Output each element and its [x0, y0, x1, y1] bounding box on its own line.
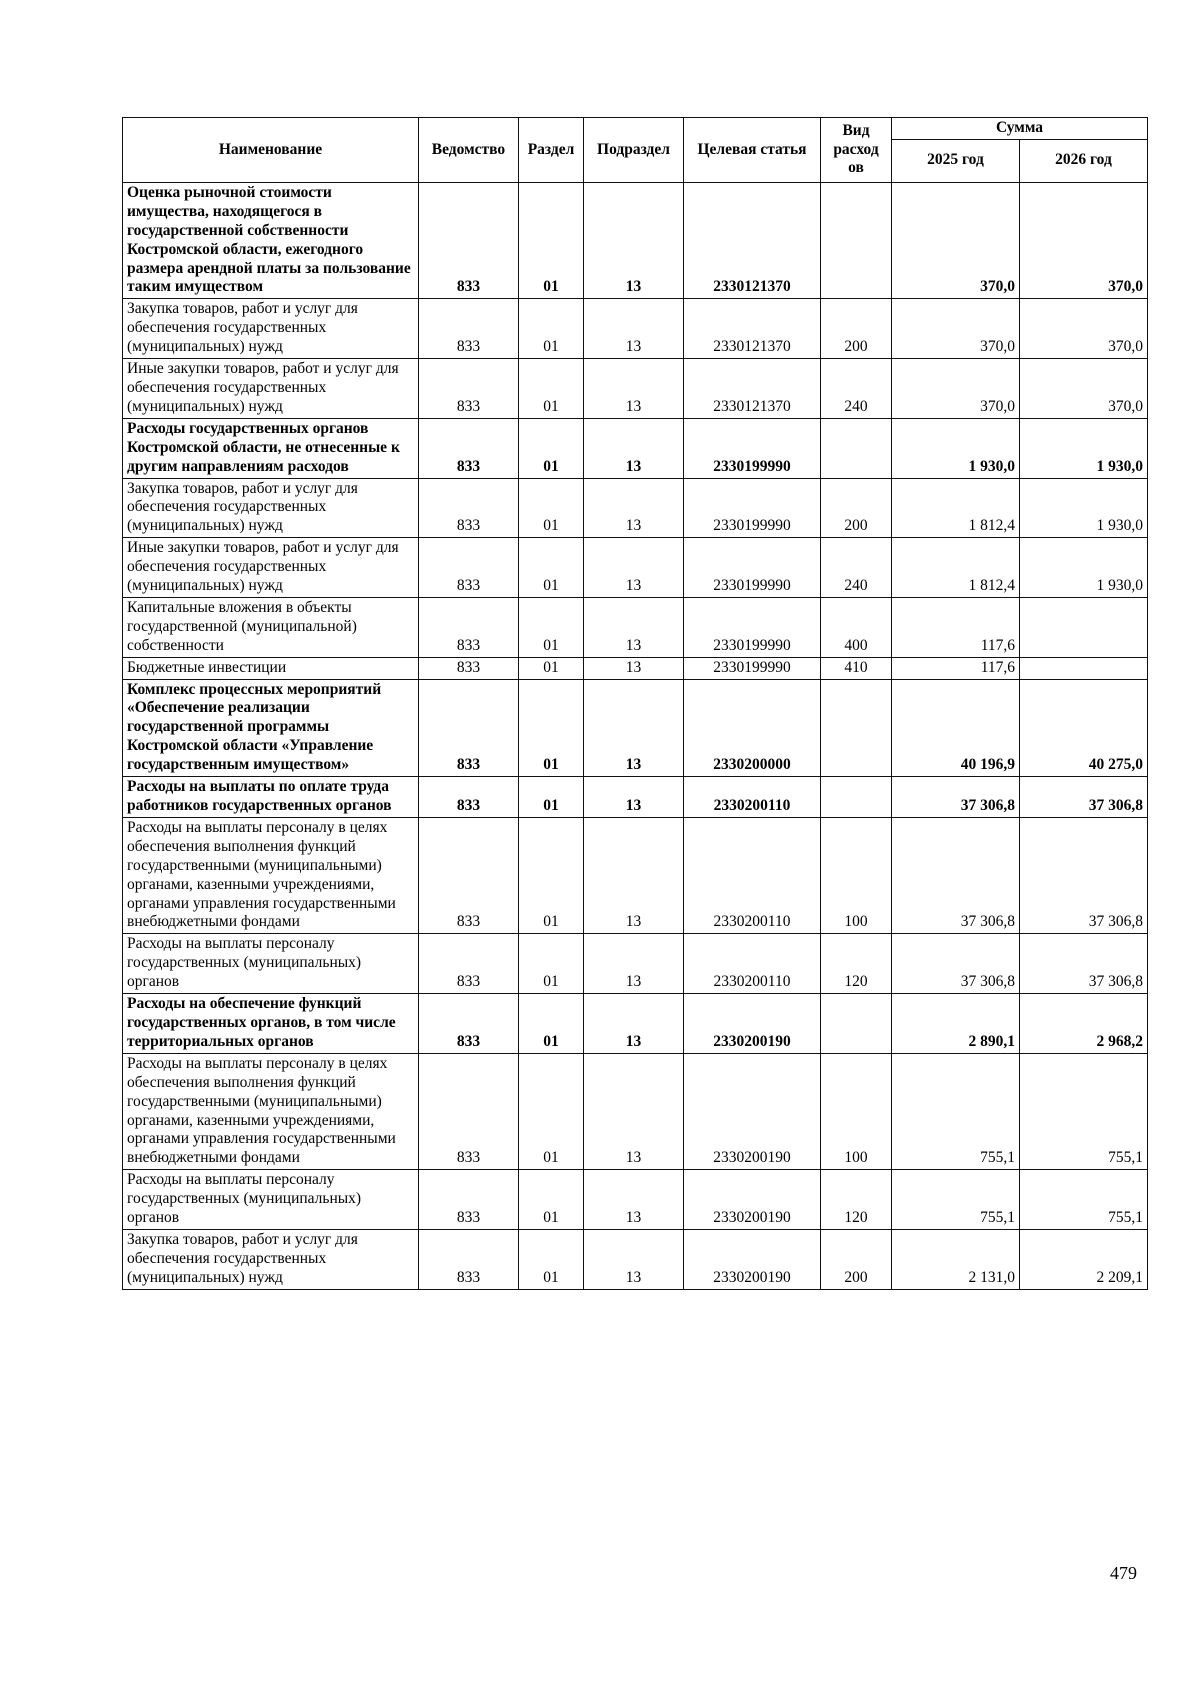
row-expense-type-cell: 400 — [821, 597, 892, 657]
header-subsection: Подраздел — [584, 118, 684, 183]
row-name-cell: Иные закупки товаров, работ и услуг для обеспечения государственных (муниципальных) нужд — [123, 538, 419, 598]
row-department-cell: 833 — [419, 657, 519, 679]
row-section-cell: 01 — [519, 182, 584, 298]
row-department-cell: 833 — [419, 679, 519, 777]
row-section-cell: 01 — [519, 657, 584, 679]
row-expense-type-cell — [821, 994, 892, 1054]
row-department-cell: 833 — [419, 1053, 519, 1169]
table-row — [123, 597, 1148, 657]
row-department-cell: 833 — [419, 597, 519, 657]
row-name-cell: Закупка товаров, работ и услуг для обеспечения государственных (муниципальных) нужд — [123, 478, 419, 538]
row-subsection-cell: 13 — [584, 299, 684, 359]
row-target-article-cell: 2330199990 — [684, 418, 821, 478]
row-name-cell: Расходы на выплаты по оплате труда работников государственных органов — [123, 777, 419, 818]
table-row — [123, 359, 1148, 419]
header-year-2025: 2025 год — [892, 139, 1020, 182]
row-sum-2025-cell: 1 930,0 — [892, 418, 1020, 478]
row-section-cell: 01 — [519, 597, 584, 657]
row-department-cell: 833 — [419, 1229, 519, 1289]
row-sum-2026-cell: 1 930,0 — [1020, 478, 1148, 538]
row-department-cell: 833 — [419, 182, 519, 298]
row-sum-2025-cell: 370,0 — [892, 359, 1020, 419]
row-name-cell: Расходы государственных органов Костромской области, не отнесенные к другим направлениям расходов — [123, 418, 419, 478]
row-target-article-cell: 2330199990 — [684, 657, 821, 679]
row-target-article-cell: 2330199990 — [684, 478, 821, 538]
row-section-cell: 01 — [519, 538, 584, 598]
row-target-article-cell: 2330121370 — [684, 299, 821, 359]
header-section: Раздел — [519, 118, 584, 183]
row-subsection-cell: 13 — [584, 478, 684, 538]
row-subsection-cell: 13 — [584, 182, 684, 298]
row-name-cell: Закупка товаров, работ и услуг для обеспечения государственных (муниципальных) нужд — [123, 299, 419, 359]
row-sum-2025-cell: 370,0 — [892, 182, 1020, 298]
row-section-cell: 01 — [519, 679, 584, 777]
row-subsection-cell: 13 — [584, 359, 684, 419]
header-expense-type: Вид расход ов — [821, 118, 892, 183]
row-subsection-cell: 13 — [584, 538, 684, 598]
row-name-cell: Иные закупки товаров, работ и услуг для обеспечения государственных (муниципальных) нужд — [123, 359, 419, 419]
row-expense-type-cell: 120 — [821, 1170, 892, 1230]
row-subsection-cell: 13 — [584, 1229, 684, 1289]
row-subsection-cell: 13 — [584, 418, 684, 478]
row-section-cell: 01 — [519, 817, 584, 933]
row-name-cell: Закупка товаров, работ и услуг для обеспечения государственных (муниципальных) нужд — [123, 1229, 419, 1289]
row-sum-2025-cell: 755,1 — [892, 1170, 1020, 1230]
row-target-article-cell: 2330200110 — [684, 777, 821, 818]
table-row — [123, 679, 1148, 777]
row-subsection-cell: 13 — [584, 1170, 684, 1230]
table-row — [123, 478, 1148, 538]
table-body — [123, 182, 1148, 1289]
row-subsection-cell: 13 — [584, 1053, 684, 1169]
row-subsection-cell: 13 — [584, 657, 684, 679]
row-sum-2026-cell: 755,1 — [1020, 1053, 1148, 1169]
row-name-cell: Расходы на выплаты персоналу в целях обеспечения выполнения функций государственными (муниципальными) органами, казенными учреждениями, органами управления государственными внебюджетными фондами — [123, 1053, 419, 1169]
row-sum-2026-cell: 370,0 — [1020, 182, 1148, 298]
row-sum-2026-cell: 37 306,8 — [1020, 934, 1148, 994]
row-sum-2026-cell: 37 306,8 — [1020, 777, 1148, 818]
row-expense-type-cell — [821, 418, 892, 478]
row-sum-2026-cell: 40 275,0 — [1020, 679, 1148, 777]
row-sum-2025-cell: 37 306,8 — [892, 817, 1020, 933]
row-target-article-cell: 2330121370 — [684, 182, 821, 298]
row-sum-2025-cell: 1 812,4 — [892, 478, 1020, 538]
row-sum-2025-cell: 37 306,8 — [892, 934, 1020, 994]
table-row — [123, 777, 1148, 818]
table-row — [123, 1229, 1148, 1289]
row-section-cell: 01 — [519, 994, 584, 1054]
header-department: Ведомство — [419, 118, 519, 183]
row-sum-2025-cell: 755,1 — [892, 1053, 1020, 1169]
table-header — [123, 118, 1148, 183]
table-row — [123, 817, 1148, 933]
row-sum-2025-cell: 37 306,8 — [892, 777, 1020, 818]
row-section-cell: 01 — [519, 1229, 584, 1289]
row-section-cell: 01 — [519, 1170, 584, 1230]
row-target-article-cell: 2330200110 — [684, 934, 821, 994]
row-subsection-cell: 13 — [584, 994, 684, 1054]
row-name-cell: Оценка рыночной стоимости имущества, находящегося в государственной собственности Костромской области, ежегодного размера арендной платы за пользование таким имуществом — [123, 182, 419, 298]
row-subsection-cell: 13 — [584, 777, 684, 818]
row-expense-type-cell: 240 — [821, 359, 892, 419]
row-sum-2026-cell: 1 930,0 — [1020, 538, 1148, 598]
table-row — [123, 657, 1148, 679]
row-expense-type-cell: 200 — [821, 478, 892, 538]
table-row — [123, 538, 1148, 598]
header-year-2026: 2026 год — [1020, 139, 1148, 182]
row-sum-2025-cell: 2 890,1 — [892, 994, 1020, 1054]
row-department-cell: 833 — [419, 934, 519, 994]
row-expense-type-cell — [821, 679, 892, 777]
row-sum-2025-cell: 1 812,4 — [892, 538, 1020, 598]
row-department-cell: 833 — [419, 1170, 519, 1230]
row-department-cell: 833 — [419, 359, 519, 419]
row-subsection-cell: 13 — [584, 597, 684, 657]
row-name-cell: Расходы на выплаты персоналу государственных (муниципальных) органов — [123, 934, 419, 994]
row-sum-2026-cell: 755,1 — [1020, 1170, 1148, 1230]
header-name: Наименование — [123, 118, 419, 183]
row-expense-type-cell: 120 — [821, 934, 892, 994]
row-target-article-cell: 2330200190 — [684, 1170, 821, 1230]
row-sum-2026-cell: 370,0 — [1020, 359, 1148, 419]
row-target-article-cell: 2330200190 — [684, 994, 821, 1054]
table-row — [123, 934, 1148, 994]
row-department-cell: 833 — [419, 299, 519, 359]
row-department-cell: 833 — [419, 777, 519, 818]
row-expense-type-cell — [821, 182, 892, 298]
row-target-article-cell: 2330200000 — [684, 679, 821, 777]
row-subsection-cell: 13 — [584, 679, 684, 777]
row-section-cell: 01 — [519, 418, 584, 478]
row-department-cell: 833 — [419, 994, 519, 1054]
row-sum-2026-cell: 2 968,2 — [1020, 994, 1148, 1054]
row-expense-type-cell — [821, 777, 892, 818]
row-subsection-cell: 13 — [584, 817, 684, 933]
row-sum-2026-cell: 370,0 — [1020, 299, 1148, 359]
row-name-cell: Расходы на обеспечение функций государственных органов, в том числе территориальных органов — [123, 994, 419, 1054]
row-sum-2025-cell: 40 196,9 — [892, 679, 1020, 777]
header-target-article: Целевая статья — [684, 118, 821, 183]
row-expense-type-cell: 240 — [821, 538, 892, 598]
row-sum-2025-cell: 370,0 — [892, 299, 1020, 359]
row-subsection-cell: 13 — [584, 934, 684, 994]
row-name-cell: Расходы на выплаты персоналу в целях обеспечения выполнения функций государственными (муниципальными) органами, казенными учреждениями, органами управления государственными внебюджетными фондами — [123, 817, 419, 933]
row-sum-2026-cell: 1 930,0 — [1020, 418, 1148, 478]
row-department-cell: 833 — [419, 538, 519, 598]
row-expense-type-cell: 200 — [821, 299, 892, 359]
row-expense-type-cell: 100 — [821, 817, 892, 933]
row-sum-2026-cell — [1020, 657, 1148, 679]
row-section-cell: 01 — [519, 359, 584, 419]
row-name-cell: Капитальные вложения в объекты государственной (муниципальной) собственности — [123, 597, 419, 657]
row-sum-2026-cell — [1020, 597, 1148, 657]
row-target-article-cell: 2330200110 — [684, 817, 821, 933]
row-sum-2025-cell: 2 131,0 — [892, 1229, 1020, 1289]
row-section-cell: 01 — [519, 777, 584, 818]
row-name-cell: Бюджетные инвестиции — [123, 657, 419, 679]
row-target-article-cell: 2330199990 — [684, 597, 821, 657]
table-row — [123, 1053, 1148, 1169]
row-department-cell: 833 — [419, 418, 519, 478]
row-target-article-cell: 2330200190 — [684, 1229, 821, 1289]
budget-table — [122, 117, 1148, 1290]
row-target-article-cell: 2330200190 — [684, 1053, 821, 1169]
header-sum: Сумма — [892, 118, 1148, 140]
row-department-cell: 833 — [419, 817, 519, 933]
table-row — [123, 1170, 1148, 1230]
table-row — [123, 299, 1148, 359]
row-name-cell: Комплекс процессных мероприятий «Обеспечение реализации государственной программы Костромской области «Управление государственным имуществом» — [123, 679, 419, 777]
page-number: 479 — [1110, 1563, 1137, 1583]
row-section-cell: 01 — [519, 478, 584, 538]
row-target-article-cell: 2330121370 — [684, 359, 821, 419]
row-expense-type-cell: 410 — [821, 657, 892, 679]
row-sum-2025-cell: 117,6 — [892, 657, 1020, 679]
row-section-cell: 01 — [519, 934, 584, 994]
row-sum-2026-cell: 37 306,8 — [1020, 817, 1148, 933]
table-row — [123, 182, 1148, 298]
row-expense-type-cell: 200 — [821, 1229, 892, 1289]
table-row — [123, 418, 1148, 478]
row-section-cell: 01 — [519, 1053, 584, 1169]
row-expense-type-cell: 100 — [821, 1053, 892, 1169]
row-sum-2025-cell: 117,6 — [892, 597, 1020, 657]
table-row — [123, 994, 1148, 1054]
row-name-cell: Расходы на выплаты персоналу государственных (муниципальных) органов — [123, 1170, 419, 1230]
row-department-cell: 833 — [419, 478, 519, 538]
row-target-article-cell: 2330199990 — [684, 538, 821, 598]
row-section-cell: 01 — [519, 299, 584, 359]
row-sum-2026-cell: 2 209,1 — [1020, 1229, 1148, 1289]
